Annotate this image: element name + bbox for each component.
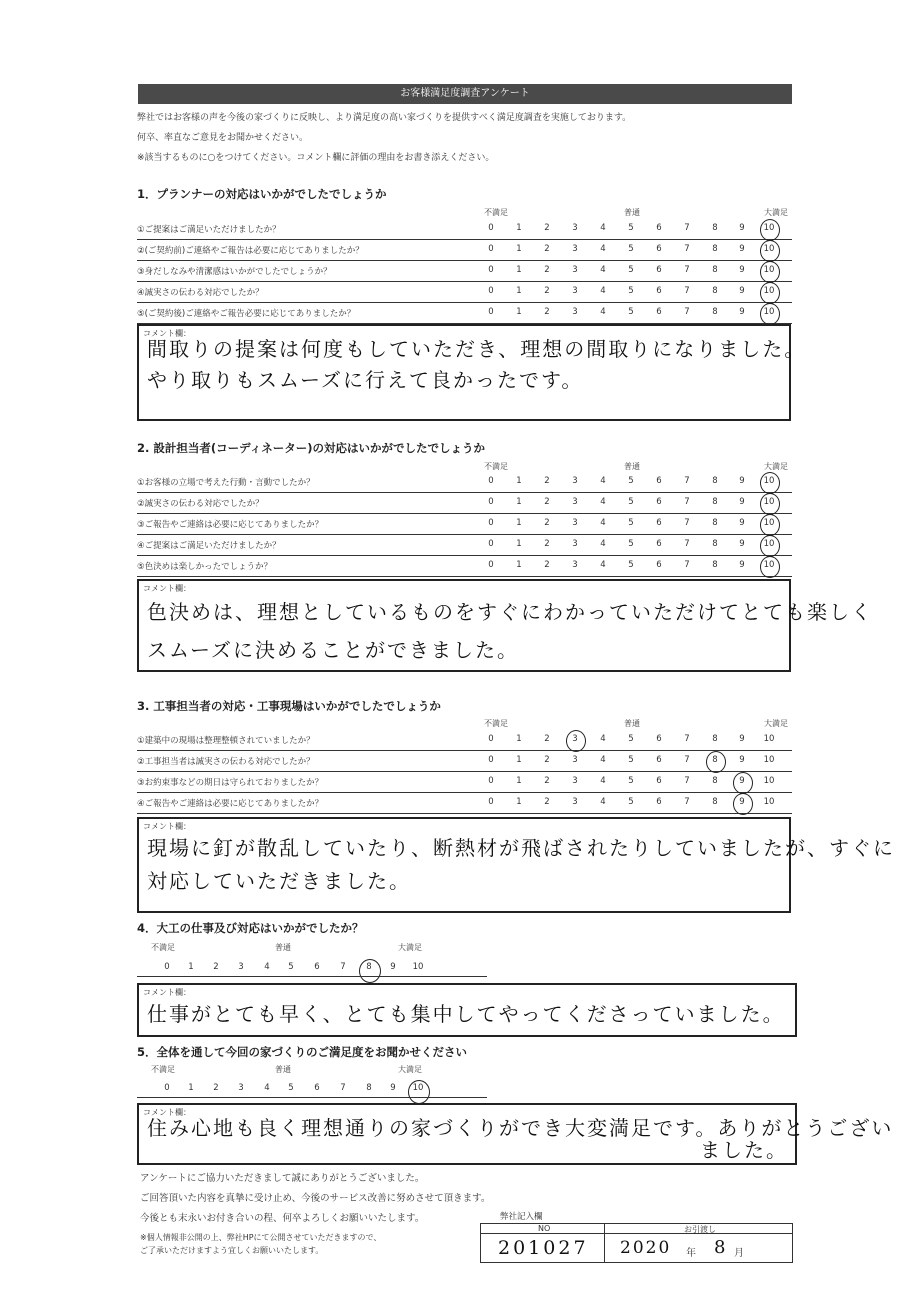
rating-option[interactable]: 5 [628,539,634,549]
selected-rating-circle [760,240,780,262]
question-label: ④誠実さの伝わる対応でしたか？ [137,288,264,298]
privacy-note: ご了承いただけますよう宜しくお願いいたします。 [140,1246,324,1255]
rating-option[interactable]: 10 [763,734,775,744]
rating-option[interactable]: 3 [572,518,578,528]
rating-option[interactable]: 5 [628,244,634,254]
selected-rating-circle [760,303,780,325]
rating-option[interactable]: 6 [656,539,662,549]
rating-option[interactable]: 7 [684,755,690,765]
question-row [137,303,792,324]
rating-option[interactable]: 6 [656,797,662,807]
rating-option[interactable]: 9 [739,755,745,765]
rating-option[interactable]: 9 [739,734,745,744]
footer-line: ご回答頂いた内容を真摯に受け止め、今後のサービス改善に努めさせて頂きます。 [140,1193,491,1204]
comment-text: 仕事がとても早く、とても集中してやってくださっていました。 [147,1002,785,1026]
rating-option[interactable]: 3 [238,1083,244,1093]
handover-label: お引渡し [684,1225,716,1234]
rating-option[interactable]: 9 [739,476,745,486]
scale-label-low: 不満足 [151,943,175,952]
privacy-note: ※個人情報非公開の上、弊社HPにて公開させていただきますので、 [140,1233,382,1242]
selected-rating-circle [760,556,780,578]
question-label: ③ご報告やご連絡は必要に応じてありましたか？ [137,520,324,530]
rating-option[interactable]: 4 [600,497,606,507]
rating-option[interactable]: 4 [600,286,606,296]
question-row [137,772,792,793]
selected-rating-circle [706,751,726,773]
rating-option[interactable]: 3 [572,560,578,570]
rating-option[interactable]: 1 [516,286,522,296]
scale-label-high: 大満足 [764,719,788,728]
rating-option[interactable]: 3 [238,962,244,972]
question-row [137,282,792,303]
rating-option[interactable]: 2 [544,539,550,549]
rating-option[interactable]: 3 [572,244,578,254]
rating-option[interactable]: 3 [572,286,578,296]
rating-option[interactable]: 7 [684,518,690,528]
rating-underline [137,976,487,977]
rating-option[interactable]: 3 [572,497,578,507]
rating-option[interactable]: 8 [712,286,718,296]
rating-option[interactable]: 0 [488,734,494,744]
question-label: ③身だしなみや清潔感はいかがでしたでしょうか？ [137,267,332,277]
rating-option[interactable]: 10 [763,476,775,486]
rating-option[interactable]: 0 [488,539,494,549]
rating-option[interactable]: 2 [544,497,550,507]
scale-label-high: 大満足 [764,208,788,217]
question-row [137,472,792,493]
rating-option[interactable]: 1 [188,1083,194,1093]
scale-label-mid: 普通 [624,719,640,728]
rating-option[interactable]: 1 [516,223,522,233]
intro-line: 何卒、率直なご意見をお聞かせください。 [137,133,309,143]
rating-option[interactable]: 8 [712,518,718,528]
question-label: ①ご提案はご満足いただけましたか？ [137,225,281,235]
rating-option[interactable]: 9 [739,223,745,233]
selected-rating-circle [760,219,780,241]
rating-option[interactable]: 8 [712,265,718,275]
rating-option[interactable]: 4 [600,518,606,528]
rating-option[interactable]: 10 [412,1083,424,1093]
rating-option[interactable]: 5 [628,265,634,275]
office-heading: 弊社記入欄 [500,1212,543,1222]
rating-option[interactable]: 10 [763,286,775,296]
section-title: 4．大工の仕事及び対応はいかがでしたか？ [137,921,364,935]
scale-label-low: 不満足 [484,462,508,471]
question-row [137,751,792,772]
rating-option[interactable]: 6 [656,244,662,254]
section-title: 1．プランナーの対応はいかがでしたでしょうか [137,187,387,201]
comment-text: 現場に釘が散乱していたり、断熱材が飛ばされたりしていましたが、すぐに [147,836,895,860]
rating-option[interactable]: 1 [516,734,522,744]
selected-rating-circle [760,493,780,515]
rating-option[interactable]: 8 [712,497,718,507]
rating-option[interactable]: 2 [544,776,550,786]
rating-option[interactable]: 1 [516,560,522,570]
rating-option[interactable]: 6 [656,286,662,296]
rating-option[interactable]: 4 [600,755,606,765]
rating-option[interactable]: 5 [288,1083,294,1093]
question-label: ④ご報告やご連絡は必要に応じてありましたか？ [137,799,324,809]
rating-option[interactable]: 6 [656,265,662,275]
rating-option[interactable]: 4 [600,539,606,549]
rating-option[interactable]: 9 [739,518,745,528]
scale-label-low: 不満足 [151,1065,175,1074]
comment-text: 間取りの提案は何度もしていただき、理想の間取りになりました。 [147,337,807,361]
rating-option[interactable]: 8 [712,476,718,486]
rating-option[interactable]: 8 [366,1083,372,1093]
rating-option[interactable]: 0 [488,560,494,570]
rating-option[interactable]: 1 [516,307,522,317]
rating-option[interactable]: 4 [264,1083,270,1093]
selected-rating-circle [359,959,381,983]
rating-option[interactable]: 8 [712,307,718,317]
rating-option[interactable]: 2 [544,286,550,296]
rating-option[interactable]: 1 [188,962,194,972]
question-label: ①建築中の現場は整理整頓されていましたか？ [137,736,315,746]
rating-option[interactable]: 0 [488,286,494,296]
month-label: 月 [734,1248,744,1259]
intro-line: 弊社ではお客様の声を今後の家づくりに反映し、より満足度の高い家づくりを提供すべく満足度調査を実施しております。 [137,113,632,123]
customer-number: 201027 [498,1237,589,1259]
rating-option[interactable]: 5 [288,962,294,972]
rating-option[interactable]: 7 [684,734,690,744]
rating-option[interactable]: 2 [544,307,550,317]
section-title: 5．全体を通して今回の家づくりのご満足度をお聞かせください [137,1045,467,1059]
question-label: ②誠実さの伝わる対応でしたか？ [137,499,264,509]
rating-option[interactable]: 10 [763,776,775,786]
selected-rating-circle [760,535,780,557]
rating-option[interactable]: 6 [656,560,662,570]
rating-option[interactable]: 10 [763,797,775,807]
rating-option[interactable]: 7 [684,797,690,807]
no-label: NO [538,1224,551,1233]
rating-option[interactable]: 9 [739,539,745,549]
selected-rating-circle [408,1080,430,1104]
question-label: ⑤(ご契約後)ご連絡やご報告必要に応じてありましたか？ [137,309,356,319]
rating-option[interactable]: 9 [739,797,745,807]
office-divider [604,1223,605,1263]
rating-option[interactable]: 2 [544,244,550,254]
rating-option[interactable]: 0 [488,797,494,807]
rating-option[interactable]: 4 [600,797,606,807]
rating-option[interactable]: 6 [656,476,662,486]
question-row [137,730,792,751]
rating-option[interactable]: 0 [488,497,494,507]
rating-option[interactable]: 6 [656,755,662,765]
rating-option[interactable]: 5 [628,497,634,507]
rating-option[interactable]: 0 [164,1083,170,1093]
question-label: ③お約束事などの期日は守られておりましたか？ [137,778,324,788]
rating-option[interactable]: 8 [366,962,372,972]
rating-option[interactable]: 4 [600,734,606,744]
rating-option[interactable]: 7 [684,286,690,296]
selected-rating-circle [566,730,586,752]
rating-option[interactable]: 1 [516,497,522,507]
rating-option[interactable]: 10 [412,962,424,972]
rating-option[interactable]: 2 [213,962,219,972]
rating-option[interactable]: 4 [600,223,606,233]
rating-option[interactable]: 7 [684,560,690,570]
rating-option[interactable]: 5 [628,307,634,317]
section-title: 2. 設計担当者(コーディネーター)の対応はいかがでしたでしょうか [137,441,485,455]
year-label: 年 [686,1248,696,1259]
comment-label: コメント欄： [143,988,191,997]
rating-option[interactable]: 4 [600,776,606,786]
rating-option[interactable]: 1 [516,244,522,254]
handover-year: 2020 [620,1238,672,1258]
rating-option[interactable]: 5 [628,734,634,744]
rating-option[interactable]: 7 [684,497,690,507]
rating-option[interactable]: 9 [739,244,745,254]
rating-option[interactable]: 7 [684,776,690,786]
rating-option[interactable]: 6 [656,307,662,317]
rating-option[interactable]: 1 [516,476,522,486]
rating-option[interactable]: 8 [712,755,718,765]
rating-option[interactable]: 6 [314,962,320,972]
rating-option[interactable]: 0 [488,307,494,317]
question-row [137,240,792,261]
rating-option[interactable]: 2 [544,734,550,744]
rating-option[interactable]: 8 [712,734,718,744]
handover-month: 8 [714,1237,728,1258]
comment-text: 対応していただきました。 [147,869,411,893]
rating-option[interactable]: 2 [544,223,550,233]
rating-option[interactable]: 4 [600,476,606,486]
rating-option[interactable]: 6 [314,1083,320,1093]
rating-option[interactable]: 8 [712,539,718,549]
comment-text: やり取りもスムーズに行えて良かったです。 [147,368,584,392]
comment-text: スムーズに決めることができました。 [147,638,519,662]
rating-option[interactable]: 5 [628,560,634,570]
rating-option[interactable]: 3 [572,265,578,275]
rating-option[interactable]: 7 [684,223,690,233]
rating-option[interactable]: 2 [544,797,550,807]
rating-option[interactable]: 3 [572,776,578,786]
rating-option[interactable]: 0 [488,244,494,254]
rating-option[interactable]: 9 [739,307,745,317]
rating-option[interactable]: 1 [516,518,522,528]
rating-option[interactable]: 7 [684,307,690,317]
selected-rating-circle [760,514,780,536]
rating-option[interactable]: 0 [488,476,494,486]
rating-option[interactable]: 0 [488,755,494,765]
rating-option[interactable]: 7 [340,962,346,972]
rating-option[interactable]: 9 [739,497,745,507]
selected-rating-circle [760,282,780,304]
rating-option[interactable]: 2 [544,755,550,765]
scale-label-high: 大満足 [764,462,788,471]
rating-option[interactable]: 1 [516,797,522,807]
comment-text: 色決めは、理想としているものをすぐにわかっていただけてとても楽しく [147,600,873,624]
selected-rating-circle [760,261,780,283]
rating-option[interactable]: 6 [656,776,662,786]
rating-option[interactable]: 10 [763,497,775,507]
rating-option[interactable]: 2 [544,476,550,486]
question-row [137,219,792,240]
rating-option[interactable]: 6 [656,497,662,507]
rating-option[interactable]: 3 [572,734,578,744]
rating-option[interactable]: 2 [544,265,550,275]
question-row [137,514,792,535]
scale-label-low: 不満足 [484,719,508,728]
question-label: ⑤色決めは楽しかったでしょうか？ [137,562,273,572]
rating-option[interactable]: 0 [488,776,494,786]
rating-option[interactable]: 7 [340,1083,346,1093]
rating-option[interactable]: 5 [628,476,634,486]
rating-option[interactable]: 2 [544,518,550,528]
rating-option[interactable]: 5 [628,223,634,233]
comment-label: コメント欄： [143,1108,191,1117]
rating-option[interactable]: 10 [763,307,775,317]
rating-option[interactable]: 8 [712,560,718,570]
question-row [137,493,792,514]
rating-option[interactable]: 2 [213,1083,219,1093]
rating-option[interactable]: 6 [656,518,662,528]
footer-line: アンケートにご協力いただきまして誠にありがとうございました。 [140,1173,425,1184]
rating-option[interactable]: 4 [600,560,606,570]
rating-option[interactable]: 1 [516,755,522,765]
rating-option[interactable]: 5 [628,286,634,296]
question-row [137,556,792,577]
rating-option[interactable]: 1 [516,776,522,786]
scale-label-high: 大満足 [398,1065,422,1074]
rating-option[interactable]: 10 [763,560,775,570]
rating-option[interactable]: 1 [516,265,522,275]
rating-option[interactable]: 10 [763,755,775,765]
scale-label-mid: 普通 [624,208,640,217]
rating-option[interactable]: 9 [390,962,396,972]
rating-option[interactable]: 0 [488,265,494,275]
rating-option[interactable]: 8 [712,776,718,786]
question-label: ①お客様の立場で考えた行動・言動でしたか？ [137,478,315,488]
rating-option[interactable]: 3 [572,797,578,807]
comment-label: コメント欄： [143,822,191,831]
scale-label-low: 不満足 [484,208,508,217]
selected-rating-circle [733,793,753,815]
rating-option[interactable]: 10 [763,518,775,528]
rating-option[interactable]: 3 [572,307,578,317]
rating-option[interactable]: 8 [712,797,718,807]
rating-option[interactable]: 0 [164,962,170,972]
rating-underline [137,1097,487,1098]
question-row [137,261,792,282]
section-title: 3. 工事担当者の対応・工事現場はいかがでしたでしょうか [137,699,441,713]
rating-option[interactable]: 10 [763,265,775,275]
rating-option[interactable]: 4 [600,244,606,254]
rating-option[interactable]: 9 [739,265,745,275]
rating-option[interactable]: 5 [628,518,634,528]
office-header-rule [480,1233,793,1234]
survey-title: お客様満足度調査アンケート [138,84,792,104]
question-label: ②(ご契約前)ご連絡やご報告は必要に応じてありましたか？ [137,246,364,256]
scale-label-mid: 普通 [275,1065,291,1074]
rating-option[interactable]: 9 [739,286,745,296]
rating-option[interactable]: 10 [763,244,775,254]
rating-option[interactable]: 9 [390,1083,396,1093]
comment-text: 住み心地も良く理想通りの家づくりができ大変満足です。ありがとうござい [147,1116,894,1140]
question-label: ②工事担当者は誠実さの伝わる対応でしたか？ [137,757,315,767]
comment-label: コメント欄： [143,584,191,593]
rating-option[interactable]: 3 [572,539,578,549]
selected-rating-circle [733,772,753,794]
rating-option[interactable]: 0 [488,518,494,528]
scale-label-high: 大満足 [398,943,422,952]
question-row [137,535,792,556]
rating-option[interactable]: 6 [656,223,662,233]
rating-option[interactable]: 3 [572,755,578,765]
rating-option[interactable]: 9 [739,776,745,786]
rating-option[interactable]: 7 [684,265,690,275]
rating-option[interactable]: 6 [656,734,662,744]
rating-option[interactable]: 4 [600,307,606,317]
rating-option[interactable]: 3 [572,476,578,486]
rating-option[interactable]: 1 [516,539,522,549]
question-row [137,793,792,814]
footer-line: 今後とも末永いお付き合いの程、何卒よろしくお願いいたします。 [140,1213,425,1224]
rating-option[interactable]: 8 [712,223,718,233]
rating-option[interactable]: 4 [264,962,270,972]
rating-option[interactable]: 0 [488,223,494,233]
rating-option[interactable]: 2 [544,560,550,570]
scale-label-mid: 普通 [624,462,640,471]
rating-option[interactable]: 8 [712,244,718,254]
rating-option[interactable]: 5 [628,755,634,765]
rating-option[interactable]: 7 [684,244,690,254]
intro-line: ※該当するものに○をつけてください。コメント欄に評価の理由をお書き添えください。 [137,153,495,163]
comment-text: ました。 [700,1138,788,1162]
selected-rating-circle [760,472,780,494]
rating-option[interactable]: 10 [763,223,775,233]
rating-option[interactable]: 4 [600,265,606,275]
scale-label-mid: 普通 [275,943,291,952]
rating-option[interactable]: 5 [628,776,634,786]
question-label: ④ご提案はご満足いただけましたか？ [137,541,281,551]
comment-label: コメント欄： [143,329,191,338]
rating-option[interactable]: 7 [684,476,690,486]
rating-option[interactable]: 7 [684,539,690,549]
rating-option[interactable]: 3 [572,223,578,233]
rating-option[interactable]: 10 [763,539,775,549]
rating-option[interactable]: 5 [628,797,634,807]
rating-option[interactable]: 9 [739,560,745,570]
